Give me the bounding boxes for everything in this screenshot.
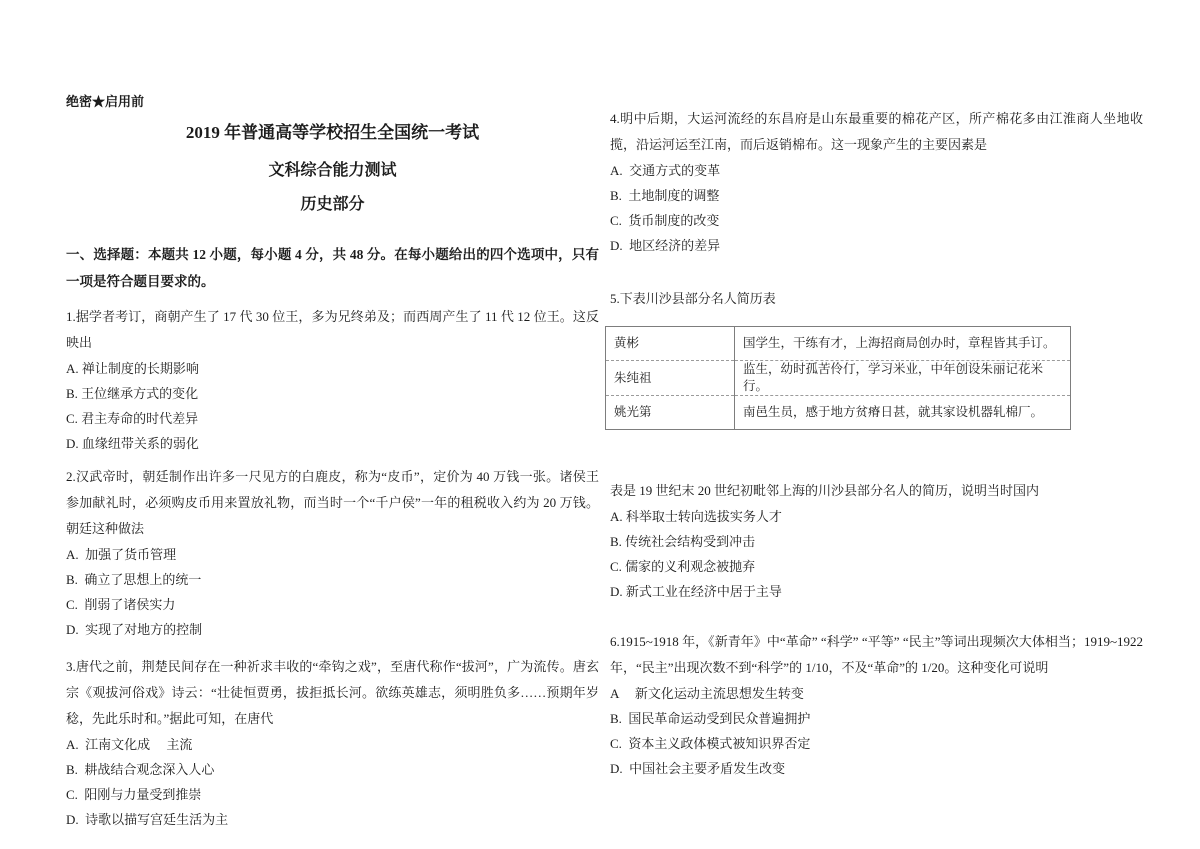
name-cell: 黄彬 [606,327,735,361]
question-2-stem: 2.汉武帝时，朝廷制作出许多一尺见方的白鹿皮，称为“皮币”，定价为 40 万钱一张。诸侯王参加献礼时，必须购皮币用来置放礼物，而当时一个“千户侯”一年的租税收入约为 20 万钱。朝廷这种做法 [66,469,599,536]
question-4-option-c: C. 货币制度的改变 [610,213,720,228]
question-5-option-a: A. 科举取士转向选拔实务人才 [610,509,782,524]
question-1 [66,304,599,456]
question-3-option-a: A. 江南文化成 主流 [66,737,193,752]
question-6-option-a: A 新文化运动主流思想发生转变 [610,686,804,701]
question-5-option-b: B. 传统社会结构受到冲击 [610,534,756,549]
celebrity-resume-table [605,326,1071,430]
question-2 [66,464,599,642]
name-cell: 朱纯祖 [606,361,735,396]
question-2-option-a: A. 加强了货币管理 [66,547,177,562]
question-3-stem: 3.唐代之前，荆楚民间存在一种祈求丰收的“牵钩之戏”，至唐代称作“拔河”，广为流传。唐玄宗《观拔河俗戏》诗云：“壮徒恒贾勇，拔拒抵长河。欲练英雄志，须明胜负多……预期年岁稔，先此乐时和。”据此可知，在唐代 [66,659,599,726]
exam-subject-title: 文科综合能力测试 [268,162,397,179]
question-5 [610,286,1143,604]
table-row [606,396,1071,430]
question-4-option-d: D. 地区经济的差异 [610,238,721,253]
left-column [66,94,599,832]
bio-cell: 南邑生员，感于地方贫瘠日甚，就其家设机器轧棉厂。 [735,396,1071,430]
question-4-option-a: A. 交通方式的变革 [610,163,721,178]
table-row [606,327,1071,361]
question-6-option-b: B. 国民革命运动受到民众普遍拥护 [610,711,811,726]
question-4 [610,106,1143,258]
question-6-option-c: C. 资本主义政体模式被知识界否定 [610,736,811,751]
question-6-option-d: D. 中国社会主要矛盾发生改变 [610,761,786,776]
question-2-option-b: B. 确立了思想上的统一 [66,572,202,587]
exam-part-title: 历史部分 [300,196,365,213]
question-4-stem: 4.明中后期，大运河流经的东昌府是山东最重要的棉花产区，所产棉花多由江淮商人坐地收揽，沿运河运至江南，而后返销棉布。这一现象产生的主要因素是 [610,111,1143,152]
question-5-intro: 5.下表川沙县部分名人简历表 [610,291,776,306]
question-1-stem: 1.据学者考订，商朝产生了 17 代 30 位王，多为兄终弟及；而西周产生了 11 代 12 位王。这反映出 [66,309,599,350]
question-5-option-d: D. 新式工业在经济中居于主导 [610,584,782,599]
right-column [610,106,1143,781]
bio-cell: 国学生，干练有才，上海招商局创办时，章程皆其手订。 [743,336,1056,350]
question-5-option-c: C. 儒家的义利观念被抛弃 [610,559,756,574]
question-3-option-d: D. 诗歌以描写宫廷生活为主 [66,812,229,827]
name-cell: 姚光第 [606,396,735,430]
question-3-option-c: C. 阳刚与力量受到推崇 [66,787,202,802]
question-1-option-c: C. 君主寿命的时代差异 [66,411,199,426]
question-3 [66,654,599,832]
question-3-option-b: B. 耕战结合观念深入人心 [66,762,215,777]
table-row [606,361,1071,396]
secrecy-notice: 绝密★启用前 [66,94,145,109]
question-6-stem: 6.1915~1918 年，《新青年》中“革命” “科学” “平等” “民主”等词出现频次大体相当；1919~1922 年，“民主”出现次数不到“科学”的 1/10，不及“革命”的 1/20。这种变化可说明 [610,634,1143,675]
question-4-option-b: B. 土地制度的调整 [610,188,720,203]
question-1-option-b: B. 王位继承方式的变化 [66,386,199,401]
bio-cell: 监生，幼时孤苦伶仃，学习米业，中年创设朱丽记花米行。 [735,361,1071,396]
section-instructions: 一、选择题：本题共 12 小题，每小题 4 分，共 48 分。在每小题给出的四个选项中，只有一项是符合题目要求的。 [66,247,599,289]
question-1-option-d: D. 血缘纽带关系的弱化 [66,436,199,451]
question-5-stem: 表是 19 世纪末 20 世纪初毗邻上海的川沙县部分名人的简历，说明当时国内 [610,483,1040,498]
question-2-option-c: C. 削弱了诸侯实力 [66,597,176,612]
exam-title: 2019 年普通高等学校招生全国统一考试 [185,123,480,142]
question-6 [610,629,1143,781]
question-2-option-d: D. 实现了对地方的控制 [66,622,203,637]
question-1-option-a: A. 禅让制度的长期影响 [66,361,199,376]
